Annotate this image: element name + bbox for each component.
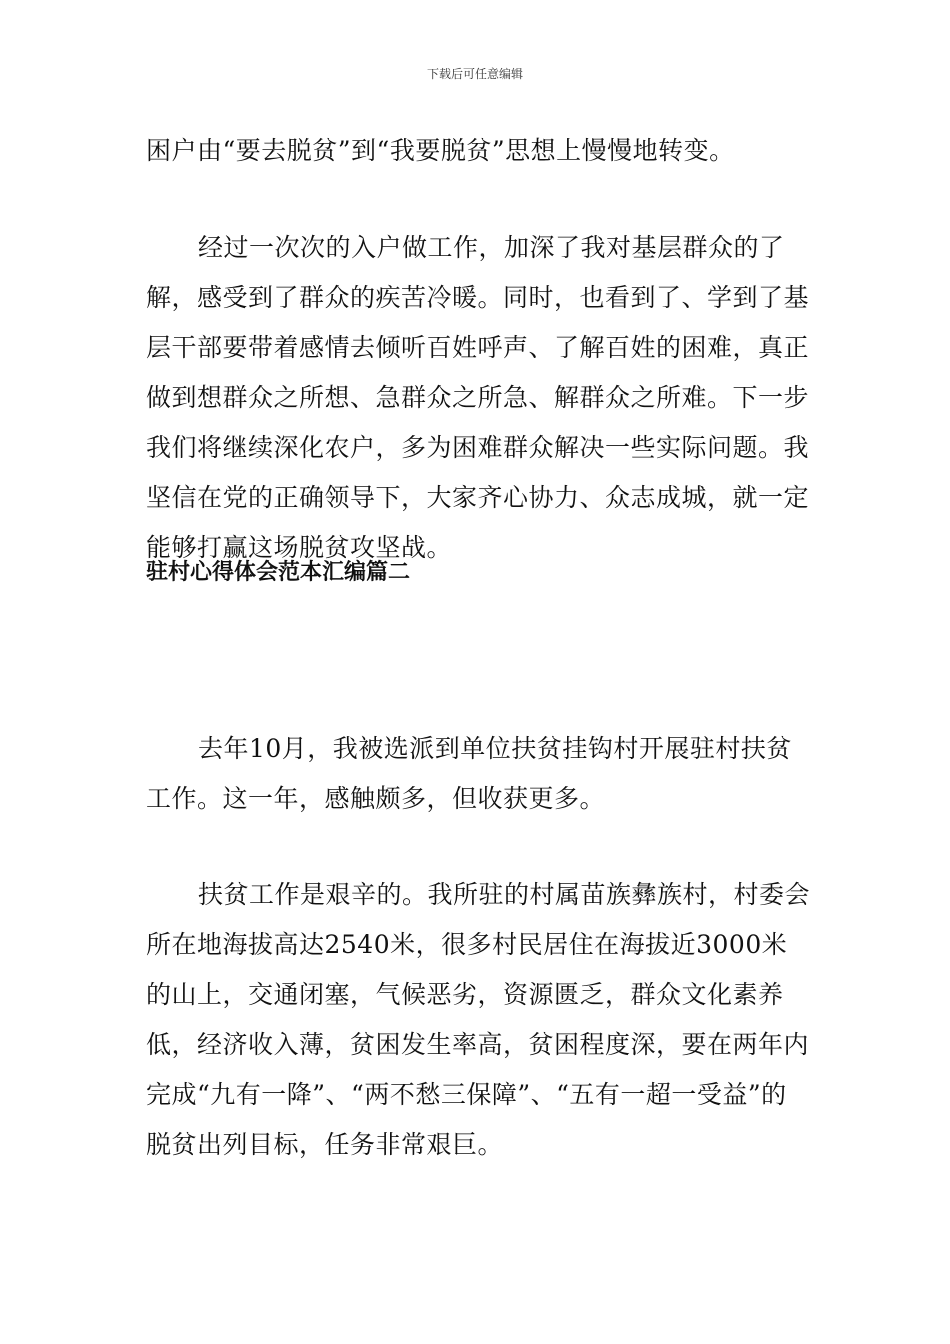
section-heading: 驻村心得体会范本汇编篇二 <box>146 559 411 585</box>
paragraph-hardship: 扶贫工作是艰辛的。我所驻的村属苗族彝族村，村委会所在地海拔高达2540米，很多村民居住在海拔近3000米的山上，交通闭塞，气候恶劣，资源匮乏，群众文化素养低，经济收入薄，贫困发生率高，贫困程度深，要在两年内完成“九有一降”、“两不愁三保障”、“五有一超一受益”的脱贫出列目标，任务非常艰巨。 <box>146 880 811 1159</box>
paragraph-continuation: 困户由“要去脱贫”到“我要脱贫”思想上慢慢地转变。 <box>146 136 735 165</box>
header-note: 下载后可任意编辑 <box>426 67 523 81</box>
paragraph-experience: 经过一次次的入户做工作，加深了我对基层群众的了解，感受到了群众的疾苦冷暖。同时，也看到了、学到了基层干部要带着感情去倾听百姓呼声、了解百姓的困难，真正做到想群众之所想、急群众之所急、解群众之所难。下一步我们将继续深化农户，多为困难群众解决一些实际问题。我坚信在党的正确领导下，大家齐心协力、众志成城，就一定能够打赢这场脱贫攻坚战。 <box>146 233 810 562</box>
paragraph-assignment: 去年10月，我被选派到单位扶贫挂钩村开展驻村扶贫工作。这一年，感触颇多，但收获更多。 <box>146 734 792 813</box>
